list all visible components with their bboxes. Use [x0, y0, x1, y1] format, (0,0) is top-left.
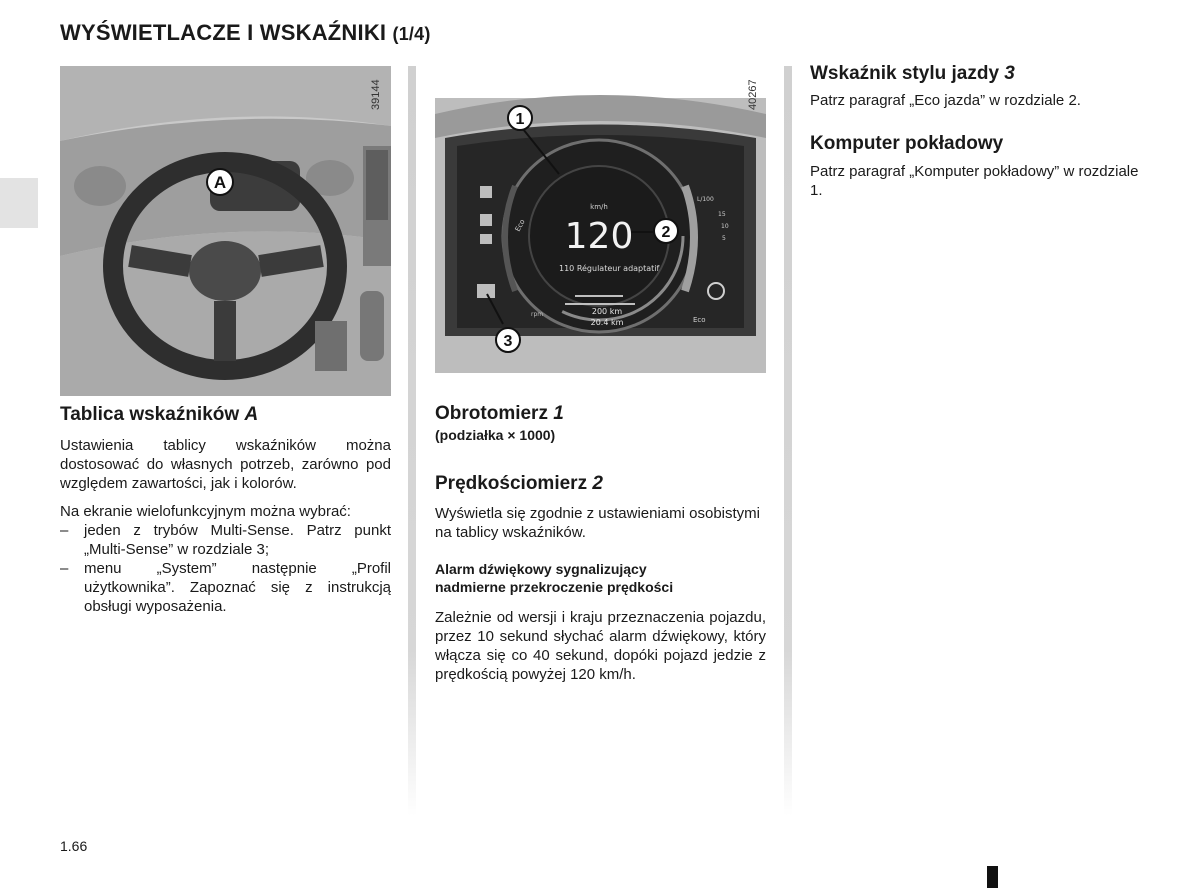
heading-ref: 1 — [553, 403, 564, 424]
dashboard-photo — [60, 66, 391, 396]
figure-ref-number: 40267 — [747, 79, 759, 110]
column-divider-left — [408, 66, 416, 816]
fuel-label: L/100 — [697, 196, 714, 203]
figure-ref-number: 39144 — [370, 79, 382, 110]
column-3 — [810, 63, 1145, 200]
callout-3-label: 3 — [503, 333, 513, 350]
dashboard-illustration — [60, 66, 391, 396]
callout-1-label: 1 — [515, 111, 525, 128]
column-1 — [60, 66, 391, 616]
paragraph-eco-driving: Patrz paragraf „Eco jazda” w rozdziale 2. — [810, 92, 1081, 109]
chapter-tab-marker — [0, 178, 38, 228]
heading-text: Obrotomierz — [435, 403, 548, 424]
eco-arc-label: Eco — [513, 218, 527, 233]
column-divider-right — [784, 66, 792, 816]
list-item: – menu „System” następnie „Profil użytkownika”. Zapoznać się z instrukcją obsługi wyposażenia. — [60, 559, 391, 616]
eco-label: Eco — [693, 316, 706, 324]
paragraph-multifunction-screen: Na ekranie wielofunkcyjnym można wybrać: — [60, 503, 351, 520]
heading-ref: 2 — [592, 473, 603, 494]
section-heading-tachometer — [435, 402, 766, 426]
heading-text: Prędkościomierz — [435, 473, 588, 494]
trip-line-2: 20.4 km — [590, 318, 624, 327]
heading-text: Komputer pokładowy — [810, 133, 1004, 154]
page-number: 1.66 — [60, 838, 88, 854]
callout-3-badge — [494, 326, 522, 354]
callout-2-badge — [652, 217, 680, 245]
callout-1-badge — [506, 104, 534, 132]
section-heading-speedometer — [435, 472, 766, 496]
alarm-heading-line-1: Alarm dźwiękowy sygnalizujący — [435, 561, 647, 577]
heading-ref: A — [244, 404, 259, 425]
page-title-text: WYŚWIETLACZE I WSKAŹNIKI — [60, 20, 387, 45]
section-heading-trip-computer — [810, 132, 1145, 156]
paragraph-trip-computer: Patrz paragraf „Komputer pokładowy” w rozdziale 1. — [810, 163, 1139, 199]
instrument-cluster-illustration — [435, 66, 766, 373]
options-list — [60, 521, 391, 616]
rpm-label: rpm — [531, 311, 544, 318]
fuel-tick: 15 — [718, 211, 726, 218]
section-heading-instrument-panel — [60, 403, 391, 427]
cruise-control-text: 110 Régulateur adaptatif — [559, 264, 660, 273]
fuel-tick: 5 — [722, 235, 726, 242]
callout-a-label: A — [213, 173, 227, 192]
page-title — [60, 20, 431, 46]
callout-a-badge — [205, 167, 235, 197]
fuel-tick: 10 — [721, 223, 729, 230]
alarm-heading-line-2: nadmierne przekroczenie prędkości — [435, 579, 674, 595]
alarm-heading — [435, 560, 766, 596]
section-heading-driving-style — [810, 62, 1145, 86]
instrument-cluster-photo — [435, 66, 766, 373]
paragraph-speedometer: Wyświetla się zgodnie z ustawieniami osobistymi na tablicy wskaźników. — [435, 505, 760, 541]
speed-unit-label: km/h — [590, 203, 608, 211]
paragraph-alarm: Zależnie od wersji i kraju przeznaczenia pojazdu, przez 10 sekund słychać alarm dźwiękowy, który włącza się co 40 sekund, dopóki pojazd jedzie z prędkością powyżej 120 km/h. — [435, 609, 766, 683]
heading-text: Tablica wskaźników — [60, 404, 240, 425]
tachometer-scale-note: (podziałka × 1000) — [435, 427, 556, 443]
paragraph-customization: Ustawienia tablicy wskaźników można dostosować do własnych potrzeb, zarówno pod względem zawartości, jak i kolorów. — [60, 437, 391, 492]
callout-2-label: 2 — [661, 224, 671, 241]
heading-ref: 3 — [1004, 63, 1015, 84]
column-2 — [435, 66, 766, 684]
page-edge-marker — [987, 866, 998, 888]
speed-readout: 120 — [564, 216, 634, 257]
page-title-part: (1/4) — [392, 24, 431, 44]
heading-text: Wskaźnik stylu jazdy — [810, 63, 1000, 84]
list-item: – jeden z trybów Multi-Sense. Patrz punkt „Multi-Sense” w rozdziale 3; — [60, 521, 391, 559]
trip-line-1: 200 km — [591, 307, 623, 316]
